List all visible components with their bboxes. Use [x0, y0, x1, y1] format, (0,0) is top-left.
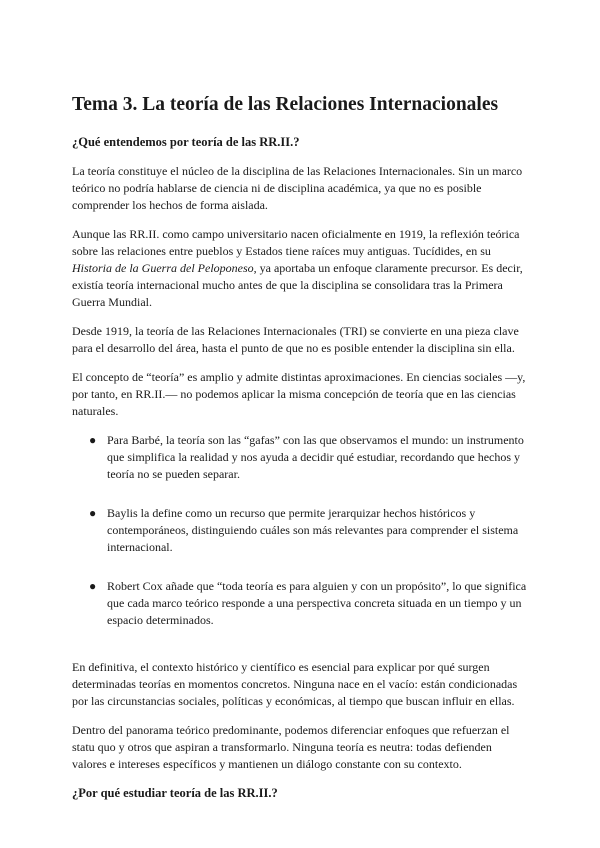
list-item: [72, 505, 528, 556]
list-item-text: Baylis la define como un recurso que permite jerarquizar hechos históricos y contemporáneos, distinguiendo cuáles son más relevantes para comprender el sistema internacional.: [107, 506, 519, 554]
spacer: [72, 651, 528, 659]
paragraph-theory-core: La teoría constituye el núcleo de la disciplina de las Relaciones Internacionales. Sin un marco teórico no podría hablarse de ciencia ni de disciplina académica, ya que no es posible comprender los hechos de forma aislada.: [72, 164, 523, 212]
bullet-dot-icon: ●: [89, 433, 97, 447]
bullet-dot-icon: ●: [89, 506, 97, 520]
paragraph-history-text-b: , ya aportaba un enfoque claramente precursor. Es decir, existía teoría internacional mucho antes de que la disciplina se consolidara tras la Primera Guerra Mundial.: [72, 261, 523, 309]
list-item-text: Robert Cox añade que “toda teoría es para alguien y con un propósito”, lo que significa que cada marco teórico responde a una perspectiva concreta situada en un tiempo y un espacio determinados.: [107, 579, 527, 627]
paragraph-history-text-a: Aunque las RR.II. como campo universitario nacen oficialmente en 1919, la reflexión teórica sobre las relaciones entre pueblos y Estados tiene raíces muy antiguas. Tucídides, en su: [72, 227, 520, 258]
bullet-dot-icon: ●: [89, 579, 97, 593]
paragraph-context: En definitiva, el contexto histórico y científico es esencial para explicar por qué surgen determinadas teorías en momentos concretos. Ninguna nace en el vacío: están condicionadas por las circunstancias sociales, políticas y económicas, al tiempo que buscan influir en ellas.: [72, 660, 518, 708]
paragraph-status-quo: Dentro del panorama teórico predominante, podemos diferenciar enfoques que refuerzan el statu quo y otros que aspiran a transformarlo. Ninguna teoría es neutra: todas defienden valores e intereses específicos y mantienen un diálogo constante con su contexto.: [72, 723, 510, 771]
list-item: [72, 432, 528, 483]
list-item: [72, 578, 528, 629]
document-page: [72, 92, 528, 814]
paragraph-concept: El concepto de “teoría” es amplio y admite distintas aproximaciones. En ciencias sociales —y, por tanto, en RR.II.— no podemos aplicar la misma concepción de teoría que en las ciencias naturales.: [72, 370, 526, 418]
section-heading-what-is-theory: ¿Qué entendemos por teoría de las RR.II.?: [72, 135, 300, 149]
section-heading-why-study: ¿Por qué estudiar teoría de las RR.II.?: [72, 786, 278, 800]
list-item-text: Para Barbé, la teoría son las “gafas” con las que observamos el mundo: un instrumento que simplifica la realidad y nos ayuda a decidir qué estudiar, recordando que hechos y teoría no se pueden separar.: [107, 433, 524, 481]
paragraph-history: [72, 226, 528, 311]
authors-list: [72, 432, 528, 629]
book-title-italic: Historia de la Guerra del Peloponeso: [72, 261, 254, 275]
page-title: Tema 3. La teoría de las Relaciones Internacionales: [72, 94, 499, 115]
paragraph-tri: Desde 1919, la teoría de las Relaciones Internacionales (TRI) se convierte en una pieza clave para el desarrollo del área, hasta el punto de que no es posible entender la disciplina sin ella.: [72, 324, 519, 355]
